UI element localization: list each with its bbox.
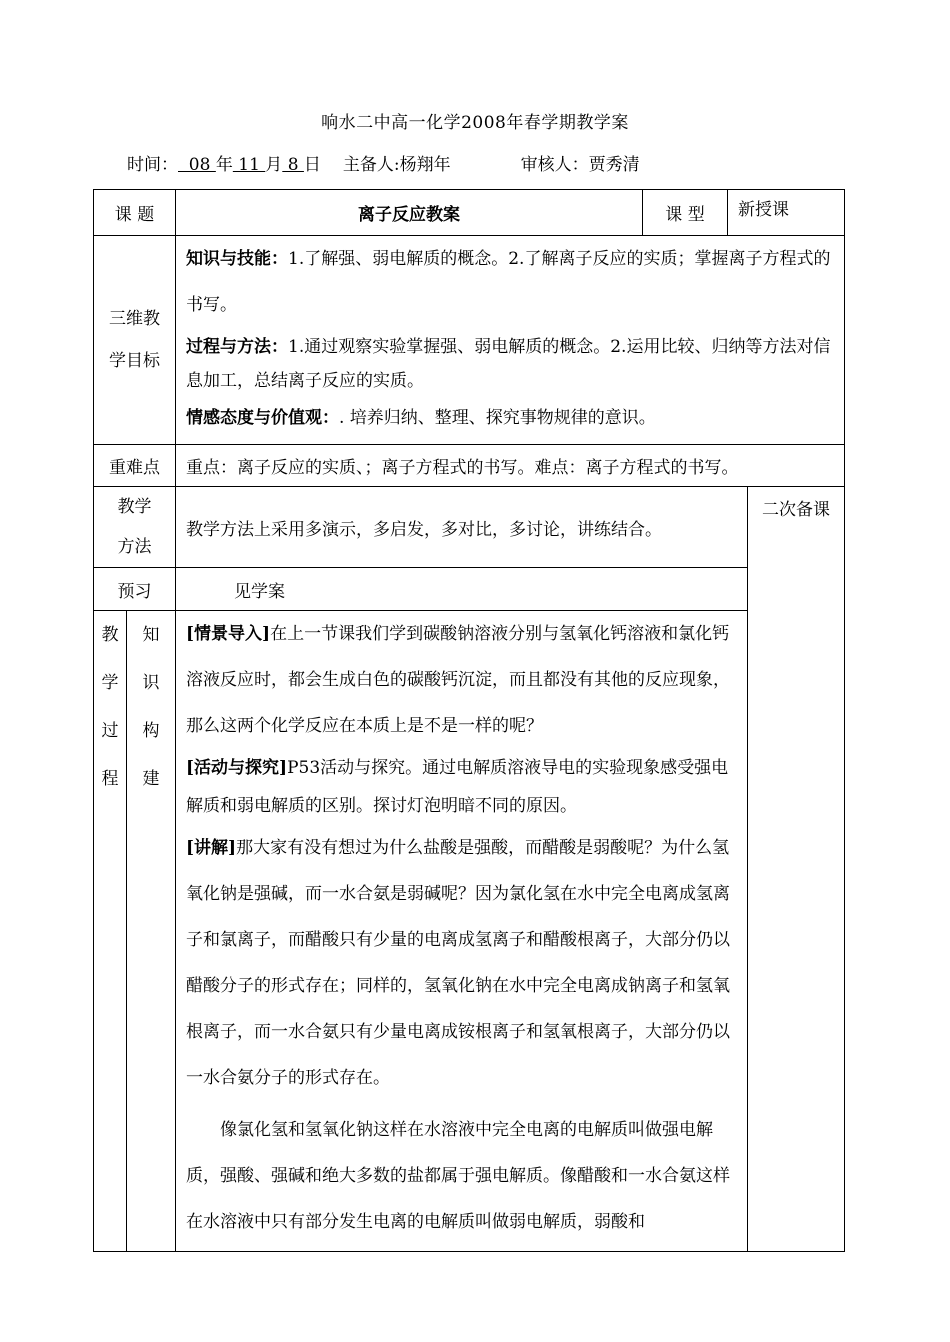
topic-value: 离子反应教案: [176, 190, 643, 236]
preview-label: 预习: [94, 568, 176, 611]
topic-row: [94, 190, 845, 236]
keypoints-row: [94, 445, 845, 487]
keypoints-label: 重难点: [94, 445, 176, 487]
preview-cell: [176, 568, 748, 611]
method-cell: [176, 487, 748, 568]
preparer-label: 主备人:: [342, 155, 400, 175]
process-label: 教学过程: [94, 611, 127, 1252]
type-value-text: 新授课: [738, 200, 789, 220]
goal-attitude: 情感态度与价值观：. 培养归纳、整理、探究事物规律的意识。: [186, 408, 656, 428]
knowledge-label: 知识构建: [127, 611, 176, 1252]
keypoints-cell: [176, 445, 845, 487]
method-text: 教学方法上采用多演示，多启发，多对比，多讨论，讲练结合。: [186, 519, 662, 540]
day-unit: 日: [303, 155, 321, 175]
month-value: 11: [232, 155, 266, 175]
goals-row: [94, 236, 845, 445]
month-unit: 月: [265, 155, 283, 175]
time-label: 时间：: [127, 155, 178, 175]
preparer-name: 杨翔年: [399, 155, 451, 175]
process-cell: [176, 611, 748, 1252]
process-activity: [活动与探究]P53活动与探究。通过电解质溶液导电的实验现象感受强电解质和弱电解质的区别。探讨灯泡明暗不同的原因。: [186, 758, 729, 816]
process-explain: [讲解]那大家有没有想过为什么盐酸是强酸，而醋酸是弱酸呢？为什么氢氧化钠是强碱，而一水合氨是弱碱呢？因为氯化氢在水中完全电离成氢离子和氯离子，而醋酸只有少量的电离成氢离子和醋酸根离子，大部分仍以醋酸分子的形式存在；同样的，氢氧化钠在水中完全电离成钠离子和氢氧根离子，而一水合氨只有少量电离成铵根离子和氢氧根离子，大部分仍以一水合氨分子的形式存在。: [186, 838, 730, 1088]
reviewer-name: 贾秀清: [588, 155, 640, 175]
day-value: 8: [282, 155, 304, 175]
second-prep-label: 二次备课: [762, 500, 830, 520]
process-definition: 像氯化氢和氢氧化钠这样在水溶液中完全电离的电解质叫做强电解质，强酸、强碱和绝大多数的盐都属于强电解质。像醋酸和一水合氨这样在水溶液中只有部分发生电离的电解质叫做弱电解质，弱酸和: [186, 1120, 730, 1232]
header-info: [127, 150, 640, 175]
method-label: 教学方法: [94, 487, 176, 568]
year-value: 08: [178, 155, 216, 175]
page-title: 响水二中高一化学2008年春学期教学案: [321, 113, 629, 133]
type-label: 课 型: [643, 190, 728, 236]
method-row: [94, 487, 845, 568]
process-row: [94, 611, 845, 1252]
preview-row: [94, 568, 845, 611]
keypoints-text: 重点：离子反应的实质、；离子方程式的书写。难点：离子方程式的书写。: [186, 458, 739, 478]
second-prep-cell: [748, 487, 845, 1252]
goal-process: 过程与方法：1.通过观察实验掌握强、弱电解质的概念。2.运用比较、归纳等方法对信息加工，总结离子反应的实质。: [186, 337, 831, 391]
goal-knowledge: 知识与技能：1.了解强、弱电解质的概念。2.了解离子反应的实质；掌握离子方程式的书写。: [186, 249, 831, 315]
goals-label: 三维教学目标: [94, 236, 176, 445]
preview-text: 见学案: [234, 581, 285, 602]
topic-label: 课 题: [94, 190, 176, 236]
reviewer-label: 审核人：: [520, 155, 589, 175]
type-value: [728, 190, 845, 236]
lesson-plan-table: [93, 189, 845, 1252]
process-intro: [情景导入]在上一节课我们学到碳酸钠溶液分别与氢氧化钙溶液和氯化钙溶液反应时，都会生成白色的碳酸钙沉淀，而且都没有其他的反应现象，那么这两个化学反应在本质上是不是一样的呢？: [186, 624, 730, 736]
goals-cell: [176, 236, 845, 445]
year-unit: 年: [215, 155, 233, 175]
